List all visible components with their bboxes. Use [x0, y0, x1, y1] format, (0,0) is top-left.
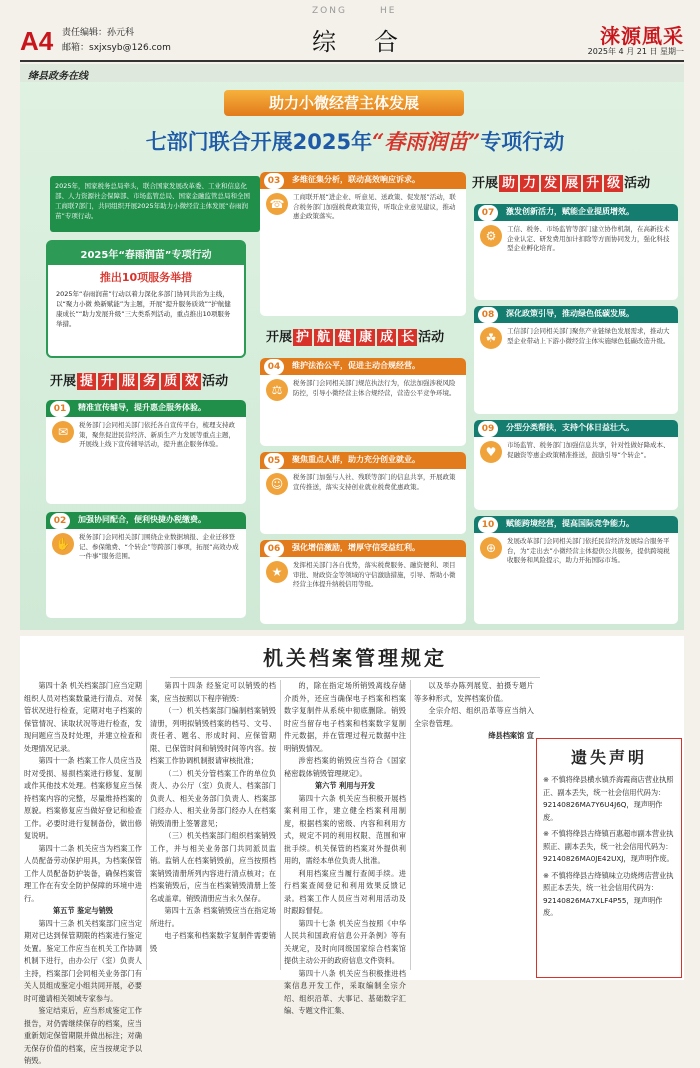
- article-signature: 绛县档案馆 宣: [488, 731, 534, 740]
- sec-word: 开展: [266, 330, 293, 345]
- title-highlight: “春雨润苗”: [372, 129, 481, 154]
- article-column-4: [414, 680, 534, 743]
- page-number: A4: [20, 26, 54, 56]
- paragraph: 第四十四条 经鉴定可以销毁的档案，应当按照以下程序销毁：: [150, 681, 276, 703]
- notice-item: ※ 不慎将绛县古绛镇百惠超市副本营业执照正、副本丢失，统一社会信用代码为：92140826MA0JE42UXJ，现声明作废。: [543, 829, 674, 863]
- article-column-1: [24, 680, 142, 1068]
- title-prefix: 七部门联合开展2025年: [145, 130, 373, 154]
- item-title: 赋能跨境经营，提高国际竞争能力。: [506, 519, 634, 528]
- item-text: 工信部门会同相关部门聚焦产业链绿色发展需求，推动大型企业带动上下游小微经营主体实施绿色低碳改造升级。: [507, 327, 670, 345]
- editor-info: [62, 26, 171, 56]
- item-number: 09: [478, 421, 498, 437]
- item-card-01: [46, 400, 246, 504]
- sec-word: 活动: [624, 176, 651, 191]
- item-card-10: [474, 516, 678, 624]
- sec-word: 活动: [418, 330, 445, 345]
- eyebrow-zong: ZONG: [312, 6, 347, 16]
- eyebrow-he: HE: [380, 6, 397, 16]
- paragraph: 第四十二条 机关应当为档案工作人员配备劳动保护用具，为档案保管工作人员配备防护装备，确保档案管理工作在有安全防护保障的环境中进行。: [24, 843, 142, 903]
- section-title-service: [50, 370, 228, 389]
- paragraph: 以及举办陈列展览、拍摄专题片等多种形式，发挥档案价值。: [414, 681, 534, 703]
- item-text: 税务部门会同相关部门依托各自宣传平台，梳理支持政策，聚焦促进民营经济、新质生产力发展等重点主题，开展线上线下宣传辅导活动，提升惠企服务体验。: [79, 421, 235, 449]
- item-text: 发挥相关部门各自优势，落实税费服务、融资便利、项目审批、财政资金等领域的守信激励措施，引导、帮助小微经营主体提升纳税信用等级。: [293, 561, 456, 589]
- paragraph: 的，除在指定场所销毁离线存储介质外，还应当确保电子档案和档案数字复制件从系统中彻底删除。销毁时应当留存电子档案和档案数字复制件元数据，并在管理过程元数据中注明销毁情况。: [284, 681, 406, 753]
- column-name: 绛县政务在线: [28, 71, 88, 82]
- campaign-sub: 推出10项服务举措: [99, 271, 193, 284]
- paragraph: 第四十条 机关档案部门应当定期组织人员对档案数量进行清点、对保管状况进行检查，定期对电子档案的保管情况、读取状况等进行检查，发现问题应当及时处理，并建立检查和处理情况记录。: [24, 681, 142, 753]
- paragraph: 鉴定结束后，应当形成鉴定工作报告，对仍需继续保存的档案，应当重新划定保管期限并做出标注；对确无保存价值的档案，应当按规定予以销毁。: [24, 1006, 142, 1065]
- column-divider: [146, 680, 147, 970]
- item-number: 02: [50, 513, 70, 529]
- handshake-icon: ✋: [52, 533, 74, 555]
- item-title: 激发创新活力，赋能企业提质增效。: [506, 207, 634, 216]
- sec-char: 康: [356, 329, 375, 346]
- section-title-upgrade: [472, 172, 650, 191]
- item-number: 07: [478, 205, 498, 221]
- article-column-2: [150, 680, 276, 955]
- item-card-02: [46, 512, 246, 618]
- article-column-3: [284, 680, 406, 1018]
- sec-char: 成: [377, 329, 396, 346]
- section-char-1: 综: [312, 28, 338, 56]
- sec-char: 服: [119, 373, 138, 390]
- item-title: 强化增信激励，增厚守信受益红利。: [292, 543, 420, 552]
- item-card-05: [260, 452, 466, 534]
- item-title: 多维征集分析，联动高效响应诉求。: [292, 175, 420, 184]
- editor-name: 责任编辑：孙元科: [62, 28, 135, 38]
- sec-word: 活动: [202, 374, 229, 389]
- item-text: 税务部门会同相关部门围绕企业数据填报、企业迁移登记、参保缴费、“个转企”等跨部门事项，拓展“高效办成一件事”服务范围。: [79, 533, 239, 561]
- item-card-04: [260, 358, 466, 446]
- item-text: 税务部门会同相关部门规范执法行为，依法加强涉税风险防控，引导小微经营主体合规经营，营造公平竞争环境。: [293, 379, 456, 397]
- item-card-06: [260, 540, 466, 624]
- item-text: 发展改革部门会同相关部门依托民营经济发展综合服务平台，为“走出去”小微经营主体提供公共服务，提供跨境税收服务和风险提示，助力开拓国际市场。: [507, 537, 670, 565]
- item-title: 精准宣传辅导，提升惠企服务体验。: [78, 403, 206, 412]
- notice-title: 遗失声明: [570, 748, 647, 767]
- sec-char: 升: [583, 175, 602, 192]
- paragraph: （一）机关档案部门编制档案销毁清册，列明拟销毁档案的档号、文号、责任者、题名、形成时间、应保管期限、已保管时间和销毁时间等内容。按档案工作协调机制报请审核批准；: [150, 706, 276, 765]
- paragraph: 利用档案应当履行查阅手续。进行档案查阅登记和利用效果反馈记录。档案工作人员应当对利用活动及时跟踪督促。: [284, 868, 406, 915]
- item-number: 08: [478, 307, 498, 323]
- item-text: 税务部门加强与人社、残联等部门的信息共享，开展政策宣传推送，落实支持创业就业税费优惠政策。: [293, 473, 456, 491]
- sec-char: 提: [77, 373, 96, 390]
- paragraph: （二）机关分管档案工作的单位负责人、办公厅（室）负责人、档案部门负责人、相关业务部门负责人、档案部门经办人、相关业务部门经办人在档案销毁清册上签署意见；: [150, 768, 276, 828]
- sec-char: 效: [182, 373, 201, 390]
- item-text: 市场监管、税务部门加强信息共享，针对性做好降成本、促融资等惠企政策精准推送，鼓励引导“个转企”。: [507, 441, 670, 459]
- infographic-poster: [20, 64, 684, 630]
- item-title: 聚焦重点人群，助力充分创业就业。: [292, 455, 420, 464]
- people-icon: ☺: [266, 473, 288, 495]
- item-text: 工信、税务、市场监管等部门建立协作机制，在高新技术企业认定、研发费用加计扣除等方面协同发力，强化科技型企业孵化培育。: [507, 225, 670, 253]
- item-number: 06: [264, 541, 284, 557]
- sec-char: 质: [161, 373, 180, 390]
- sec-char: 升: [98, 373, 117, 390]
- item-card-09: [474, 420, 678, 510]
- column-divider: [410, 680, 411, 970]
- credit-icon: ★: [266, 561, 288, 583]
- subheading: 第五节 鉴定与销毁: [52, 906, 113, 915]
- support-icon: ♥: [480, 441, 502, 463]
- poster-banner: 助力小微经营主体发展: [224, 90, 464, 116]
- section-char-2: 合: [374, 28, 400, 56]
- sec-char: 务: [140, 373, 159, 390]
- sec-char: 发: [541, 175, 560, 192]
- campaign-card: [46, 240, 246, 358]
- globe-icon: ⊕: [480, 537, 502, 559]
- lost-notice-box: [536, 738, 682, 978]
- paragraph: 电子档案和档案数字复制件需要销毁: [150, 931, 276, 953]
- leaf-icon: ☘: [480, 327, 502, 349]
- paragraph: 全宗介绍、组织沿革等应当纳入全宗卷管理。: [414, 706, 534, 728]
- sec-char: 长: [398, 329, 417, 346]
- item-number: 01: [50, 401, 70, 417]
- paragraph: 第四十五条 档案销毁应当在指定场所进行。: [150, 906, 276, 928]
- notice-item: ※ 不慎将绛县横水镇乔海霞商店营业执照正、副本丢失，统一社会信用代码为：92140826MA7Y6U4J6Q，现声明作废。: [543, 775, 674, 822]
- column-divider: [280, 680, 281, 970]
- section-title-protect: [266, 326, 444, 345]
- sec-word: 开展: [50, 374, 77, 389]
- editor-email: 邮箱：sxjxsyb@126.com: [62, 43, 171, 53]
- sec-char: 助: [499, 175, 518, 192]
- newspaper-brand: 涞源風采: [600, 24, 684, 48]
- subheading: 第六节 利用与开发: [314, 781, 375, 790]
- paragraph: 第四十八条 机关应当积极推进档案信息开发工作，采取编制全宗介绍、组织沿革、大事记、基础数字汇编、专题文件汇集、: [284, 968, 406, 1015]
- feedback-icon: ☎: [266, 193, 288, 215]
- item-title: 深化政策引导，推动绿色低碳发展。: [506, 309, 634, 318]
- item-number: 10: [478, 517, 498, 533]
- masthead: [0, 0, 700, 56]
- item-card-07: [474, 204, 678, 300]
- item-title: 分型分类帮扶，支持个体日益壮大。: [506, 423, 634, 432]
- sec-char: 展: [562, 175, 581, 192]
- paragraph: 第四十六条 机关应当积极开展档案利用工作，建立健全档案利用制度，根据档案的密级、内容和利用方式，规定不同的利用权限、范围和审批手续。机关保管的档案对外提供利用的，需经本单位负责人批准。: [284, 793, 406, 865]
- item-title: 加强协同配合，便利快捷办税缴费。: [78, 515, 206, 524]
- issue-date: 2025年 4 月 21 日 星期一: [587, 47, 684, 56]
- item-number: 05: [264, 453, 284, 469]
- sec-char: 健: [335, 329, 354, 346]
- sec-char: 级: [604, 175, 623, 192]
- megaphone-icon: ✉: [52, 421, 74, 443]
- intro-box: 2025年，国家税务总局牵头，联合国家发展改革委、工业和信息化部、人力资源社会保障部、市场监管总局、国家金融监管总局和全国工商联7部门，共同组织开展2025年助力小微经营主体发展“春雨润苗”专项行动。: [50, 176, 260, 232]
- sec-char: 航: [314, 329, 333, 346]
- paragraph: 第四十一条 档案工作人员应当及时对受损、易损档案进行修复、复制或作其他技术处理。档案修复应当保持档案内容的完整，尽量维持档案的原貌。档案修复应当做好登记和检查工作。必要时进行复制备份，做出修复说明。: [24, 756, 142, 840]
- item-card-08: [474, 306, 678, 414]
- paragraph: 第四十七条 机关应当按照《中华人民共和国政府信息公开条例》等有关规定，及时向同级国家综合档案馆提供主动公开的政府信息文件资料。: [284, 918, 406, 965]
- item-number: 03: [264, 173, 284, 189]
- scale-icon: ⚖: [266, 379, 288, 401]
- article-section: [20, 636, 684, 1065]
- innovation-icon: ⚙: [480, 225, 502, 247]
- sec-char: 护: [293, 329, 312, 346]
- campaign-text: 2025年“春雨润苗”行动以着力深化多部门协同共治为主线，以“聚力小微 焕新赋能”为主题，开展“提升服务质效”“护航健康成长”“助力发展升级”三大类系列活动，重点推出10项服务举措。: [56, 290, 231, 328]
- item-text: 工商联开展“进企业、听意见、送政策、促发展”活动，联合税务部门加强税费政策宣传，听取企业意见建议，推动惠企政策落实。: [293, 193, 456, 221]
- column-bar: [20, 64, 684, 82]
- article-title: 机关档案管理规定: [170, 642, 540, 678]
- item-card-03: [260, 172, 466, 316]
- poster-title: [60, 126, 650, 156]
- item-number: 04: [264, 359, 284, 375]
- paragraph: （三）机关档案部门组织档案销毁工作，并与相关业务部门共同派员监销。监销人在档案销毁前，应当按照档案销毁清册所列内容进行清点核对；在档案销毁后，应当在档案销毁清册上签名或盖章。销毁清册应当永久保存。: [150, 831, 276, 903]
- sec-char: 力: [520, 175, 539, 192]
- title-suffix: 专项行动: [480, 130, 565, 154]
- paragraph: 涉密档案的销毁应当符合《国家秘密载体销毁管理规定》。: [284, 756, 406, 778]
- paragraph: 第四十三条 机关档案部门应当定期对已达到保管期限的档案进行鉴定处置。鉴定工作应当在机关工作协调机制下进行，由办公厅（室）负责人主持，档案部门会同相关业务部门有关人员组成鉴定小组共同开展，必要时可邀请相关领域专家参与。: [24, 918, 142, 1003]
- campaign-head: 2025年“春雨润苗”专项行动: [48, 242, 244, 265]
- sec-word: 开展: [472, 176, 499, 191]
- notice-item: ※ 不慎将绛县古绛镇味立功烧烤店营业执照正本丢失，统一社会信用代码为：92140826MA7XLF4P55，现声明作废。: [543, 870, 674, 917]
- header-rule: [20, 60, 684, 62]
- item-title: 维护法治公平，促进主动合规经营。: [292, 361, 420, 370]
